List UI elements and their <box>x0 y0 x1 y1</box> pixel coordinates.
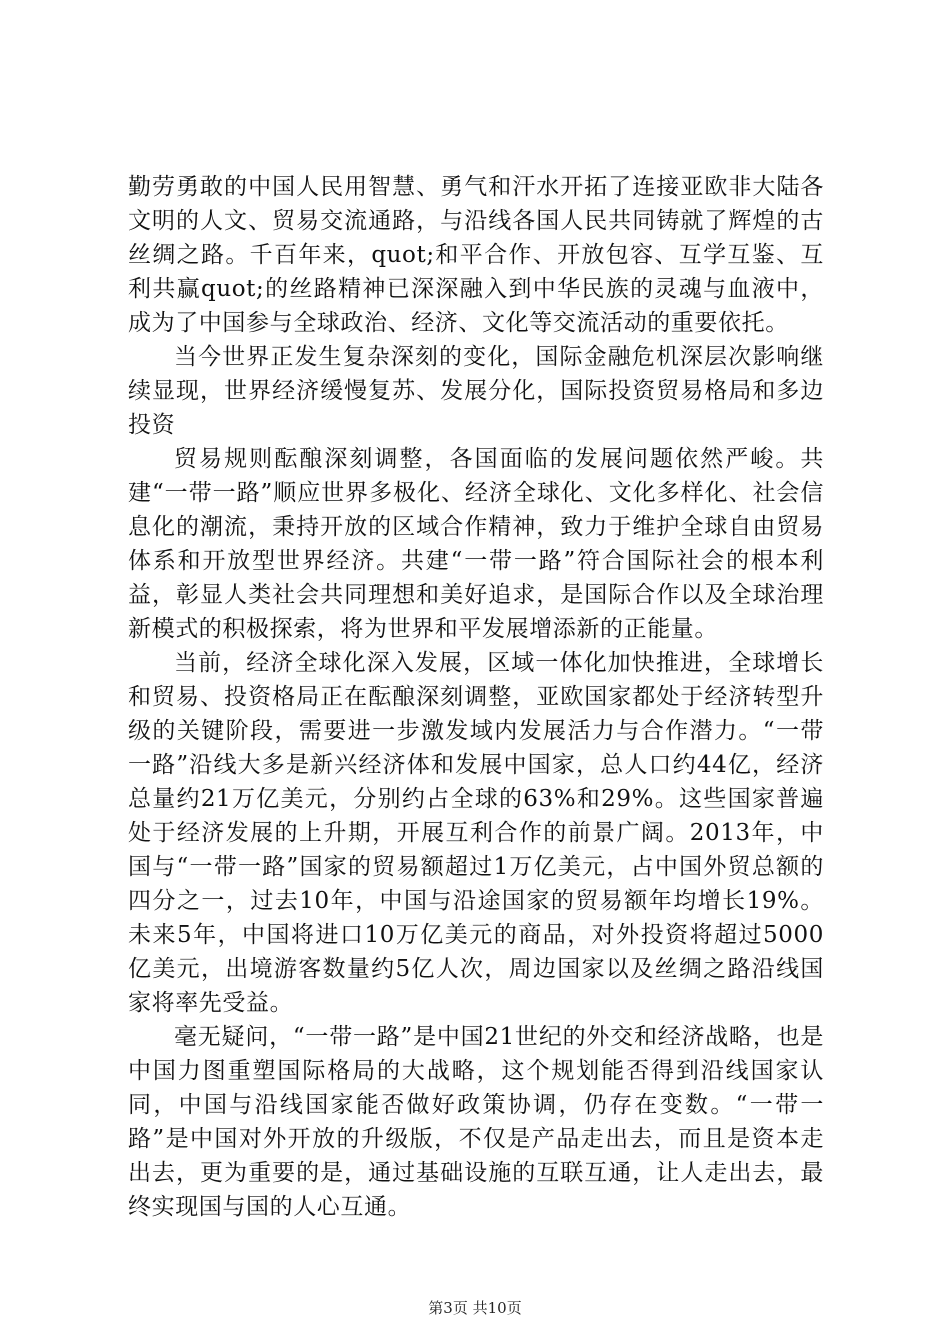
paragraph: 当前，经济全球化深入发展，区域一体化加快推进，全球增长和贸易、投资格局正在酝酿深刻调整，亚欧国家都处于经济转型升级的关键阶段，需要进一步激发域内发展活力与合作潜力。“一带一路”沿线大多是新兴经济体和发展中国家，总人口约44亿，经济总量约21万亿美元，分别约占全球的63%和29%。这些国家普遍处于经济发展的上升期，开展互利合作的前景广阔。2013年，中国与“一带一路”国家的贸易额超过1万亿美元，占中国外贸总额的四分之一，过去10年，中国与沿途国家的贸易额年均增长19%。未来5年，中国将进口10万亿美元的商品，对外投资将超过5000亿美元，出境游客数量约5亿人次，周边国家以及丝绸之路沿线国家将率先受益。 <box>128 650 824 1016</box>
body-text <box>128 170 824 1224</box>
page-number-footer: 第3页 共10页 <box>428 1299 522 1317</box>
paragraph: 当今世界正发生复杂深刻的变化，国际金融危机深层次影响继续显现，世界经济缓慢复苏、发展分化，国际投资贸易格局和多边投资 <box>128 344 824 438</box>
paragraph: 毫无疑问，“一带一路”是中国21世纪的外交和经济战略，也是中国力图重塑国际格局的大战略，这个规划能否得到沿线国家认同，中国与沿线国家能否做好政策协调，仍存在变数。“一带一路”是中国对外开放的升级版，不仅是产品走出去，而且是资本走出去，更为重要的是，通过基础设施的互联互通，让人走出去，最终实现国与国的人心互通。 <box>128 1024 824 1220</box>
paragraph: 勤劳勇敢的中国人民用智慧、勇气和汗水开拓了连接亚欧非大陆各文明的人文、贸易交流通路，与沿线各国人民共同铸就了辉煌的古丝绸之路。千百年来，quot;和平合作、开放包容、互学互鉴、互利共赢quot;的丝路精神已深深融入到中华民族的灵魂与血液中，成为了中国参与全球政治、经济、文化等交流活动的重要依托。 <box>128 174 824 336</box>
paragraph: 贸易规则酝酿深刻调整，各国面临的发展问题依然严峻。共建“一带一路”顺应世界多极化、经济全球化、文化多样化、社会信息化的潮流，秉持开放的区域合作精神，致力于维护全球自由贸易体系和开放型世界经济。共建“一带一路”符合国际社会的根本利益，彰显人类社会共同理想和美好追求，是国际合作以及全球治理新模式的积极探索，将为世界和平发展增添新的正能量。 <box>128 446 824 642</box>
